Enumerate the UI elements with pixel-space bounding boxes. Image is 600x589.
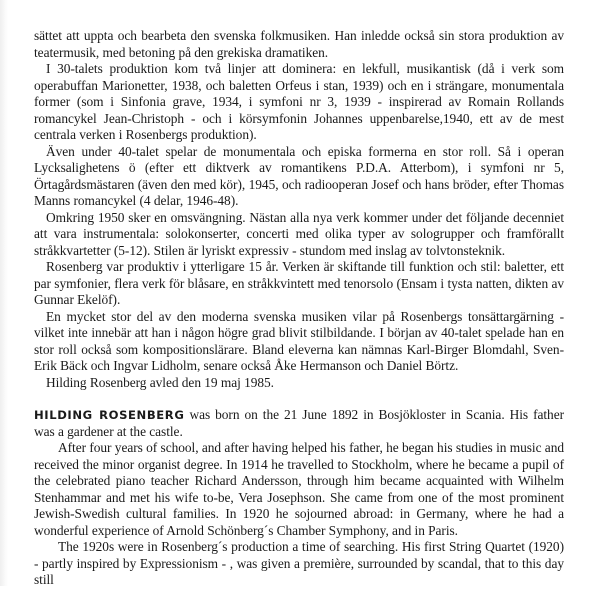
paragraph: After four years of school, and after having helped his father, he began his studies in music and received the minor organist degree. In 1914 he travelled to Stockholm, where he became a pupil of the celebrated piano teacher Richard Andersson, through him became acquainted with Wilhelm Stenhammar and met his wife to-be, Vera Josephson. She came from one of the most prominent Jewish-Swedish cultural families. In 1920 he sojourned abroad: in Germany, where he had a wonderful experience of Arnold Schönberg´s Chamber Symphony, and in Paris. (34, 440, 564, 538)
paragraph: I 30-talets produktion kom två linjer att dominera: en lekfull, musikantisk (då i verk som operabuffan Marionetter, 1938, och baletten Orfeus i stan, 1939) och en i strängare, monumentala former (som i Sinfonia grave, 1934, i symfoni nr 3, 1939 - inspirerad av Romain Rollands romancykel Jean-Christoph - och i körsymfonin Johannes uppenbarelse,1940, ett av de mest centrala verken i Rosenbergs produktion). (34, 61, 564, 142)
english-section (34, 407, 564, 589)
section-gap (34, 391, 564, 407)
lead-paragraph (34, 407, 564, 440)
paragraph: sättet att uppta och bearbeta den svenska folkmusiken. Han inledde också sin stora produktion av teatermusik, med betoning på den grekiska dramatiken. (34, 28, 564, 60)
page-edge-shadow (0, 0, 8, 586)
paragraph: Hilding Rosenberg avled den 19 maj 1985. (46, 374, 274, 390)
paragraph: Även under 40-talet spelar de monumentala och episka formerna en stor roll. Så i operan Lycksalighetens ö (efter ett diktverk av romantikens P.D.A. Atterbom), i symfoni nr 5, Örtagårdsmästaren (även den med kör), 1945, och radiooperan Josef och hans bröder, efter Thomas Manns romancykel (4 delar, 1946-48). (34, 143, 564, 208)
lead-text: was born on the 21 June 1892 in Bosjökloster in Scania. His father was a gardener at the castle. (34, 407, 564, 439)
paragraph: The 1920s were in Rosenberg´s production a time of searching. His first String Quartet (1920) - partly inspired by Expressionism - , was given a première, surrounded by scandal, that to this day still (34, 539, 564, 587)
document-page (34, 28, 564, 589)
composer-name: HILDING ROSENBERG (34, 408, 185, 422)
paragraph: Rosenberg var produktiv i ytterligare 15 år. Verken är skiftande till funktion och stil: baletter, ett par symfonier, flera verk för blåsare, en stråkkvintett med tenorsolo (Ensam i tysta natten, dikten av Gunnar Ekelöf). (34, 259, 564, 307)
paragraph: Omkring 1950 sker en omsvängning. Nästan alla nya verk kommer under det följande decenniet att vara instrumentala: solokonserter, concerti med olika typer av sologrupper och framförallt stråkkvartetter (5-12). Stilen är lyriskt expressiv - stundom med inslag av tolvtonsteknik. (34, 209, 564, 258)
paragraph: En mycket stor del av den moderna svenska musiken vilar på Rosenbergs tonsättargärning - vilket inte innebär att han i någon högre grad blivit stilbildande. I början av 40-talet spelade han en stor roll också som kompositionslärare. Bland eleverna kan nämnas Karl-Birger Blomdahl, Sven-Erik Bäck och Ingvar Lidholm, senare också Åke Hermanson och Daniel Börtz. (34, 308, 564, 373)
swedish-section (34, 28, 564, 391)
